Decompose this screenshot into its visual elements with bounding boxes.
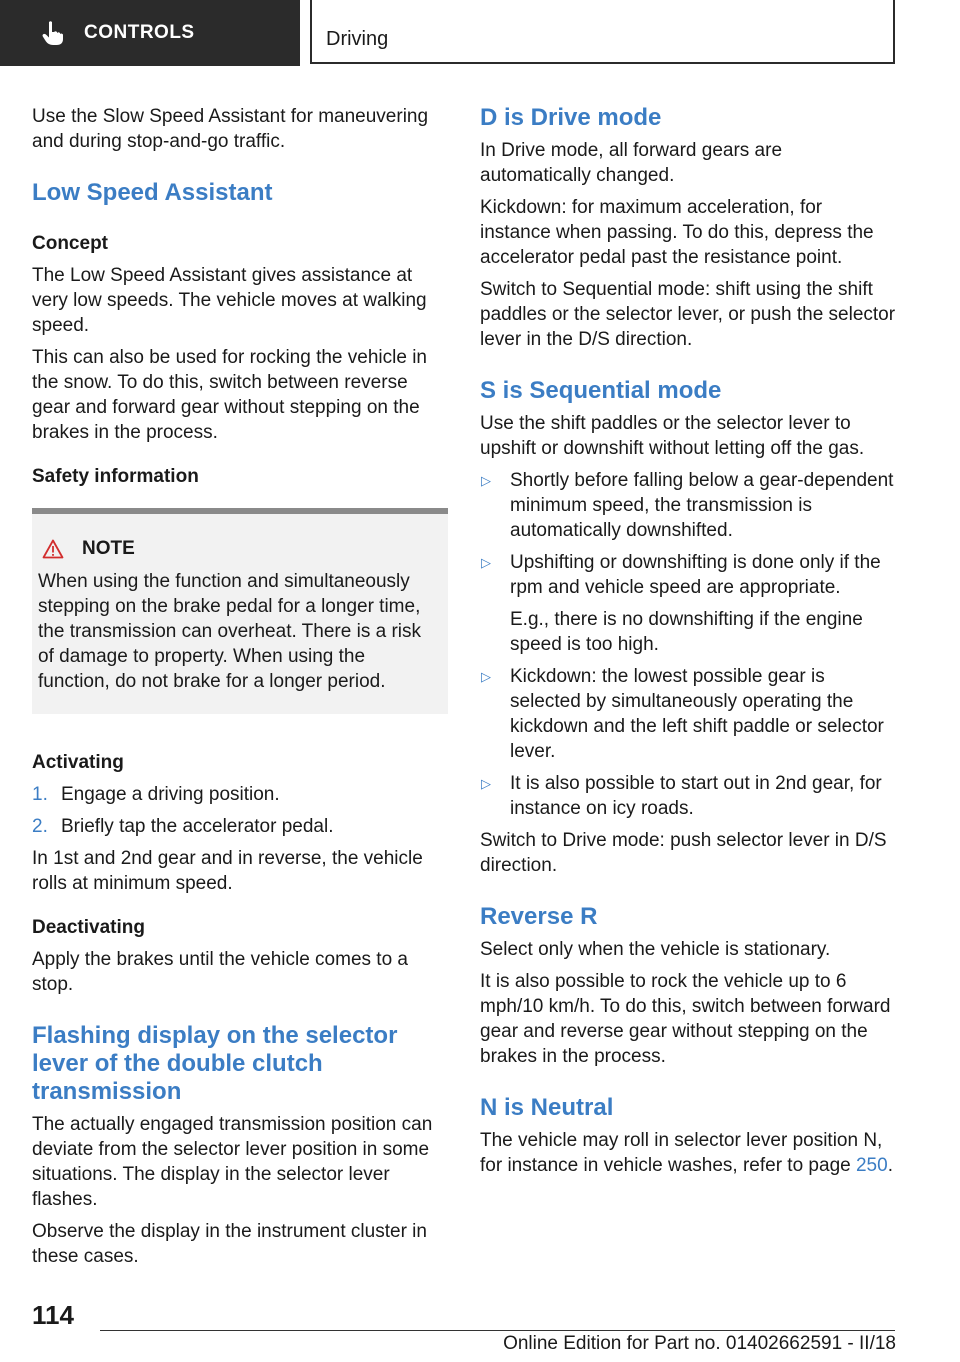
page-number: 114 <box>32 1300 74 1330</box>
step-number: 2. <box>32 816 48 837</box>
heading-sequential-mode: S is Sequential mode <box>480 377 722 404</box>
heading-low-speed-assistant: Low Speed Assistant <box>32 179 273 206</box>
step-number: 1. <box>32 784 48 805</box>
list-item <box>32 782 448 807</box>
sequential-paragraph-1: Use the shift paddles or the selector lever to upshift or downshift without letting off the gas. <box>480 413 865 459</box>
list-item <box>480 550 898 657</box>
heading-concept: Concept <box>32 233 108 254</box>
heading-reverse: Reverse R <box>480 903 598 930</box>
left-column <box>32 104 448 1276</box>
note-box <box>32 508 448 714</box>
heading-deactivating: Deactivating <box>32 917 145 938</box>
page-reference-link[interactable]: 250 <box>855 1155 888 1176</box>
warning-triangle-icon <box>42 539 64 559</box>
bullet-triangle-icon: ▷ <box>481 473 491 488</box>
reverse-paragraph-1: Select only when the vehicle is stationary. <box>480 939 831 960</box>
step-text: Briefly tap the accelerator pedal. <box>61 816 334 837</box>
neutral-paragraph <box>480 1128 898 1178</box>
neutral-end: . <box>887 1155 893 1176</box>
bullet-subtext: E.g., there is no downshifting if the engine speed is too high. <box>510 609 863 655</box>
concept-paragraph-2: This can also be used for rocking the vehicle in the snow. To do this, switch between reverse gear and forward gear without stepping on the brakes in the process. <box>32 347 427 443</box>
heading-drive-mode: D is Drive mode <box>480 104 662 131</box>
neutral-text: The vehicle may roll in selector lever position N, for instance in vehicle washes, refer to page <box>480 1130 883 1176</box>
drive-paragraph-1: In Drive mode, all forward gears are automatically changed. <box>480 140 783 186</box>
list-item <box>480 664 898 764</box>
bullet-text: Upshifting or downshifting is done only if the rpm and vehicle speed are appropriate. <box>510 552 881 598</box>
bullet-triangle-icon: ▷ <box>481 555 491 570</box>
bullet-triangle-icon: ▷ <box>481 669 491 684</box>
right-column <box>480 104 898 1185</box>
bullet-text: It is also possible to start out in 2nd gear, for instance on icy roads. <box>510 773 882 819</box>
step-text: Engage a driving position. <box>61 784 280 805</box>
drive-paragraph-3: Switch to Sequential mode: shift using the shift paddles or the selector lever, or push the selector lever in the D/S direction. <box>480 279 896 350</box>
list-item <box>480 771 898 821</box>
footer-edition: Online Edition for Part no. 01402662591 - II/18 <box>503 1333 896 1354</box>
intro-paragraph: Use the Slow Speed Assistant for maneuvering and during stop-and-go traffic. <box>32 106 429 152</box>
note-text: When using the function and simultaneously stepping on the brake pedal for a longer time, the transmission can overheat. There is a risk of damage to property. When using the function, do not brake for a longer period. <box>38 571 421 692</box>
note-header <box>38 536 442 561</box>
heading-activating: Activating <box>32 752 124 773</box>
bullet-triangle-icon: ▷ <box>481 776 491 791</box>
drive-paragraph-2: Kickdown: for maximum acceleration, for instance when passing. To do this, depress the accelerator pedal past the resistance point. <box>480 197 874 268</box>
bullet-text: Kickdown: the lowest possible gear is selected by simultaneously operating the kickdown and the left shift paddle or selector lever. <box>510 666 884 762</box>
section-label: CONTROLS <box>84 22 195 43</box>
reverse-paragraph-2: It is also possible to rock the vehicle up to 6 mph/10 km/h. To do this, switch between forward gear and reverse gear without stepping on the brakes in the process. <box>480 971 891 1067</box>
note-title: NOTE <box>82 538 135 559</box>
bullet-text: Shortly before falling below a gear-dependent minimum speed, the transmission is automatically downshifted. <box>510 470 894 541</box>
activating-note: In 1st and 2nd gear and in reverse, the vehicle rolls at minimum speed. <box>32 848 423 894</box>
deactivating-paragraph: Apply the brakes until the vehicle comes to a stop. <box>32 949 408 995</box>
page-header <box>0 0 960 66</box>
list-item <box>480 468 898 543</box>
chapter-label: Driving <box>310 0 895 64</box>
heading-neutral: N is Neutral <box>480 1094 614 1121</box>
hand-icon <box>42 20 64 46</box>
section-tab[interactable] <box>0 0 300 66</box>
sequential-paragraph-2: Switch to Drive mode: push selector lever in D/S direction. <box>480 830 887 876</box>
heading-safety-information: Safety information <box>32 466 199 487</box>
flashing-paragraph-1: The actually engaged transmission position can deviate from the selector lever position in some situations. The display in the selector lever flashes. <box>32 1114 433 1210</box>
heading-flashing-display: Flashing display on the selector lever of the double clutch transmission <box>32 1022 398 1105</box>
list-item <box>32 814 448 839</box>
concept-paragraph-1: The Low Speed Assistant gives assistance at very low speeds. The vehicle moves at walking speed. <box>32 265 427 336</box>
flashing-paragraph-2: Observe the display in the instrument cluster in these cases. <box>32 1221 427 1267</box>
